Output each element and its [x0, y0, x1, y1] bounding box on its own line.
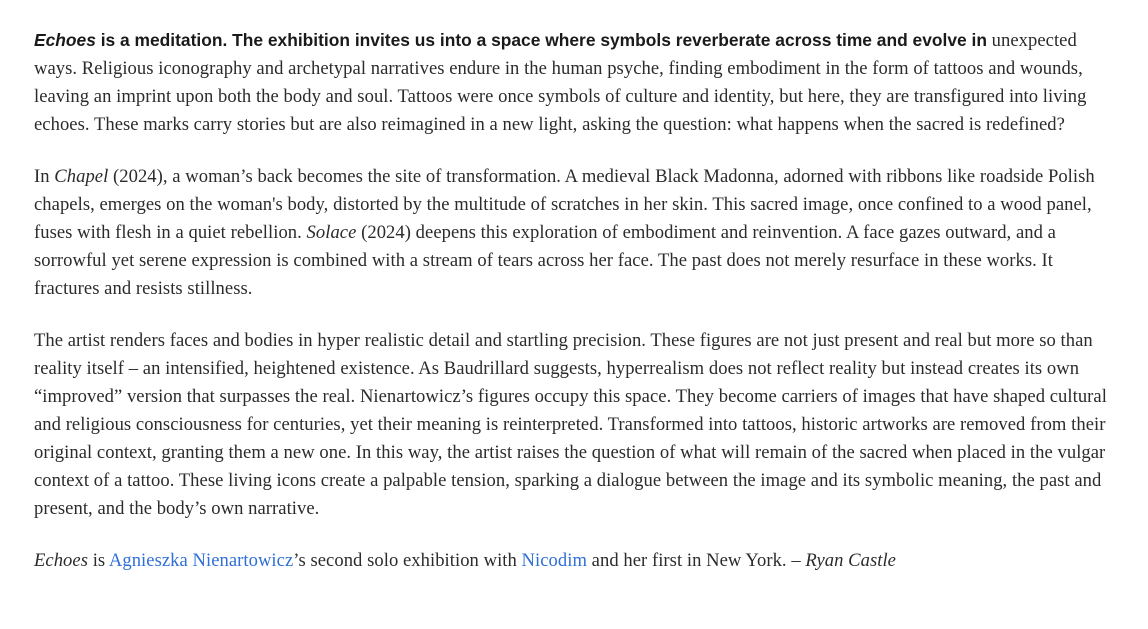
lead-sentence	[34, 30, 987, 50]
lead-sentence-text: is a meditation. The exhibition invites us into a space where symbols reverberate across time and evolve in	[95, 30, 987, 50]
paragraph-intro	[34, 26, 1114, 139]
artwork-title-solace: Solace	[306, 222, 357, 243]
chapel-text-1: In	[34, 166, 55, 187]
exhibition-title-credit: Echoes	[34, 550, 88, 571]
artwork-title-chapel: Chapel	[54, 166, 109, 187]
gallery-link[interactable]: Nicodim	[521, 550, 587, 571]
paragraph-chapel	[34, 163, 1114, 303]
exhibition-title: Echoes	[34, 30, 96, 50]
paragraph-hyperrealism	[34, 327, 1114, 523]
credit-text-2: ’s second solo exhibition with	[293, 550, 522, 571]
credit-text-3: and her first in New York. –	[586, 550, 806, 571]
artist-link[interactable]: Agnieszka Nienartowicz	[108, 550, 294, 571]
hyperrealism-text: The artist renders faces and bodies in hyper realistic detail and startling precision. These figures are not just present and real but more so than reality itself – an intensified, heightened existence. As Baudrillard suggests, hyperrealism does not reflect reality but instead creates its own “improved” version that surpasses the real. Nienartowicz’s figures occupy this space. They become carriers of images that have shaped cultural and religious consciousness for centuries, yet their meaning is reinterpreted. Transformed into tattoos, historic artworks are removed from their original context, granting them a new one. In this way, the artist raises the question of what will remain of the sacred when placed in the vulgar context of a tattoo. These living icons create a palpable tension, sparking a dialogue between the image and its symbolic meaning, the past and present, and the body’s own narrative.	[34, 330, 1107, 519]
chapel-text-3: (2024) deepens this exploration of embodiment and reinvention. A face gazes outward, and a sorrowful yet serene expression is combined with a stream of tears across her face. The past does not merely resurface in these works. It fractures and resists stillness.	[34, 222, 1056, 299]
paragraph-credits	[34, 547, 1114, 575]
author-name: Ryan Castle	[805, 550, 896, 571]
intro-text: unexpected ways. Religious iconography and archetypal narratives endure in the human psyche, finding embodiment in the form of tattoos and wounds, leaving an imprint upon both the body and soul. Tattoos were once symbols of culture and identity, but here, they are transfigured into living echoes. These marks carry stories but are also reimagined in a new light, asking the question: what happens when the sacred is redefined?	[34, 30, 1087, 135]
chapel-text-2: (2024), a woman’s back becomes the site of transformation. A medieval Black Madonna, adorned with ribbons like roadside Polish chapels, emerges on the woman's body, distorted by the multitude of scratches in her skin. This sacred image, once confined to a wood panel, fuses with flesh in a quiet rebellion.	[34, 166, 1095, 243]
credit-text-1: is	[88, 550, 109, 571]
